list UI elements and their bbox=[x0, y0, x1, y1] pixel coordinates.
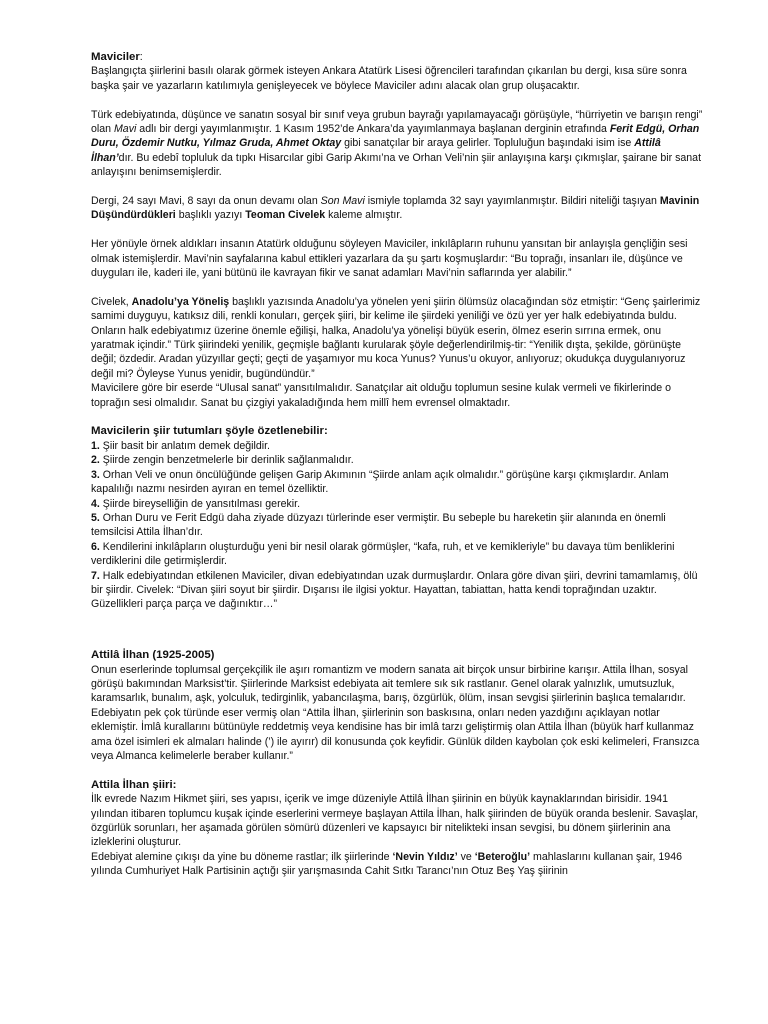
list-item: 7. Halk edebiyatından etkilenen Maviciler, divan edebiyatından uzak durmuşlardır. Onlara göre divan şiiri, devrini tamamlamış, ölü bir şiirdir. Civelek: “Divan şiiri soyut bir şiirdir. Dışarısı ile ilgisi yoktur. Hayattan, tabiattan, hatta kendi toprağından uzaktır. Güzellikleri parça parça ve dağınıktır…” bbox=[91, 569, 698, 611]
maviciler-paragraph-4: Her yönüyle örnek aldıkları insanın Atatürk olduğunu söyleyen Maviciler, inkılâpların ruhunu yansıtan bir anlayışla gençliğin sesi olmak istemişlerdir. Mavi’nin sayfalarına kabul ettikleri yazarlara da şu şartı koşmuşlardır: “Bu toprağı, insanları ile, düşünce ve duyguları ile, kaderi ile, yani bütünü ile kavrayan fikir ve sanat adamları Mavi’nin saflarında yer alabilir.” bbox=[91, 238, 688, 280]
maviciler-title-line: Maviciler: bbox=[91, 51, 143, 63]
attila-paragraph-1: Onun eserlerinde toplumsal gerçekçilik ile aşırı romantizm ve modern sanata ait birçok unsur birbirine karışır. Attila İlhan, sosyal görüşü bakımından Marksist’tir. Şiirlerinde Marksist edebiyata ait temlere sık sık rastlanır. Genel olarak yalnızlık, umutsuzluk, karamsarlık, bunalım, aşk, yolculuk, tedirginlik, yabancılaşma, barış, özgürlük, ölüm, insan sevgisi şiirlerinin başlıca temalarıdır. bbox=[91, 663, 689, 705]
maviciler-paragraph-3: Dergi, 24 sayı Mavi, 8 sayı da onun devamı olan Son Mavi ismiyle toplamda 32 sayı yayımlanmıştır. Bildiri niteliği taşıyan Mavinin Düşündürdükleri başlıklı yazıyı Teoman Civelek kaleme almıştır. bbox=[91, 195, 700, 222]
list-item: 5. Orhan Duru ve Ferit Edgü daha ziyade düzyazı türlerinde eser vermiştir. Bu sebeple bu hareketin şiir alanında en önemli temsilcisi Attila İlhan’dır. bbox=[91, 511, 666, 539]
siiri-heading: Attila İlhan şiiri: bbox=[91, 778, 177, 791]
list-item: 4. Şiirde bireyselliğin de yansıtılması gerekir. bbox=[91, 497, 301, 510]
siiri-paragraph-1: İlk evrede Nazım Hikmet şiiri, ses yapısı, içerik ve imge düzeniyle Attilâ İlhan şiirinin en büyük kaynaklarından birisidir. 1941 yılından itibaren toplumcu kuşak içinde eserlerini vermeye başlayan Attila İlhan, halk şiirinden de büyük oranda beslenir. Savaşlar, özgürlük sorunları, her aşamada görülen sömürü düzenleri ve kapsayıcı bir nitelikteki insan sevgisi, bu dönem şiirlerinin ana izleklerini oluşturur. bbox=[91, 793, 699, 849]
maviciler-paragraph-2: Türk edebiyatında, düşünce ve sanatın sosyal bir sınıf veya grubun bayrağı yapılamayacağı görüşüyle, “hürriyetin ve barışın rengi” olan Mavi adlı bir dergi yayımlanmıştır. 1 Kasım 1952’de Ankara’da yayımlanmaya başlanan derginin etrafında Ferit Edgü, Orhan Duru, Özdemir Nutku, Yılmaz Gruda, Ahmet Oktay gibi sanatçılar bir araya gelirler. Topluluğun başındaki isim ise Attilâ İlhan’dır. Bu edebî topluluk da tıpkı Hisarcılar gibi Garip Akımı’na ve Orhan Veli’nin şiir anlayışına karşı çıkmışlar, şairane bir sanat anlayışını benimsemişlerdir. bbox=[91, 108, 703, 179]
maviciler-intro: Başlangıçta şiirlerini basılı olarak görmek isteyen Ankara Atatürk Lisesi öğrencileri tarafından çıkarılan bu dergi, kısa süre sonra başka şair ve yazarların katılımıyla genişleyecek ve böylece Maviciler adını alacak olan grup oluşacaktır. bbox=[91, 65, 687, 92]
list-item: 1. Şiir basit bir anlatım demek değildir. bbox=[91, 439, 271, 452]
maviciler-paragraph-5: Civelek, Anadolu’ya Yöneliş başlıklı yazısında Anadolu’ya yönelen yeni şiirin ölümsüz olacağından söz etmiştir: “Genç şairlerimiz samimi duyguyu, katıksız dili, renkli konuları, gerçek şiiri, bir kelime ile şiirdeki yeniliği ve özü yer yer halk edebiyatında buldu. Onların halk edebiyatımız üzerine önemle eğilişi, halka, Anadolu’ya yönelişi büyük eserin, ölmez eserin sırrına ermek, onu yaratmak içindir.” Türk şiirindeki yenilik, geçmişle bağlantı kurularak şöyle değerlendirilmiş-tir: “Yenilik dışta, şekilde, görünüşte değil; özdedir. Aradan yüzyıllar geçti; geçti de yaşamıyor mu koca Yunus? Yunus’u okuyor, anlıyoruz; okudukça duygulanıyoruz değil mi? Öyleyse Yunus yenidir, bugündündür.” bbox=[91, 295, 701, 380]
tutumlar-list bbox=[91, 439, 703, 612]
list-item: 6. Kendilerini inkılâpların oluşturduğu yeni bir nesil olarak görmüşler, “kafa, ruh, et ve kemikleriyle” bu davaya tüm benliklerini verdiklerini dile getirmişlerdir. bbox=[91, 540, 675, 568]
attila-heading: Attilâ İlhan (1925-2005) bbox=[91, 649, 215, 662]
maviciler-title: Maviciler bbox=[91, 51, 140, 63]
attila-paragraph-2: Edebiyatın pek çok türünde eser vermiş olan “Attila İlhan, şiirlerinin son baskısına, onları neden yazdığını açıklayan notlar eklemiştir. İmlâ kurallarını bütünüyle reddetmiş veya kendisine has bir imlâ tarzı geliştirmiş olan Attila İlhan (büyük harf kullanmaz ama özel isimleri ek almaları halinde (’) ile ayırır) dil konusunda çok keyfidir. Günlük dilden kaybolan çok eski kelimeleri, Fransızca veya Almanca kelimelerle beraber kullanır.” bbox=[91, 706, 700, 762]
attila-name: Attilâ İlhan’ bbox=[91, 137, 661, 164]
siiri-paragraph-2: Edebiyat alemine çıkışı da yine bu döneme rastlar; ilk şiirlerinde ‘Nevin Yıldız’ ve ‘Beteroğlu’ mahlaslarını kullanan şair, 1946 yılında Cumhuriyet Halk Partisinin açtığı şiir yarışmasında Cahit Sıtkı Tarancı’nın Otuz Beş Yaş şiirinin bbox=[91, 850, 682, 878]
list-item: 3. Orhan Veli ve onun öncülüğünde gelişen Garip Akımının “Şiirde anlam açık olmalıdır.” görüşüne karşı çıkmışlardır. Anlam kapalılığı nazmı nesirden ayıran en temel özelliktir. bbox=[91, 468, 669, 496]
list-item: 2. Şiirde zengin benzetmelerle bir derinlik sağlanmalıdır. bbox=[91, 454, 354, 467]
document-page bbox=[91, 50, 703, 879]
poet-names: Ferit Edgü, Orhan Duru, Özdemir Nutku, Yılmaz Gruda, Ahmet Oktay bbox=[91, 123, 700, 150]
tutumlar-heading: Mavicilerin şiir tutumları şöyle özetlenebilir: bbox=[91, 425, 328, 438]
maviciler-paragraph-6: Mavicilere göre bir eserde “Ulusal sanat” yansıtılmalıdır. Sanatçılar ait olduğu toplumun sesine kulak vermeli ve fikirlerinde o toprağın sesi olmalıdır. Sanat bu çizgiyi yakaladığında hem millî hem evrensel olmaktadır. bbox=[91, 382, 671, 409]
